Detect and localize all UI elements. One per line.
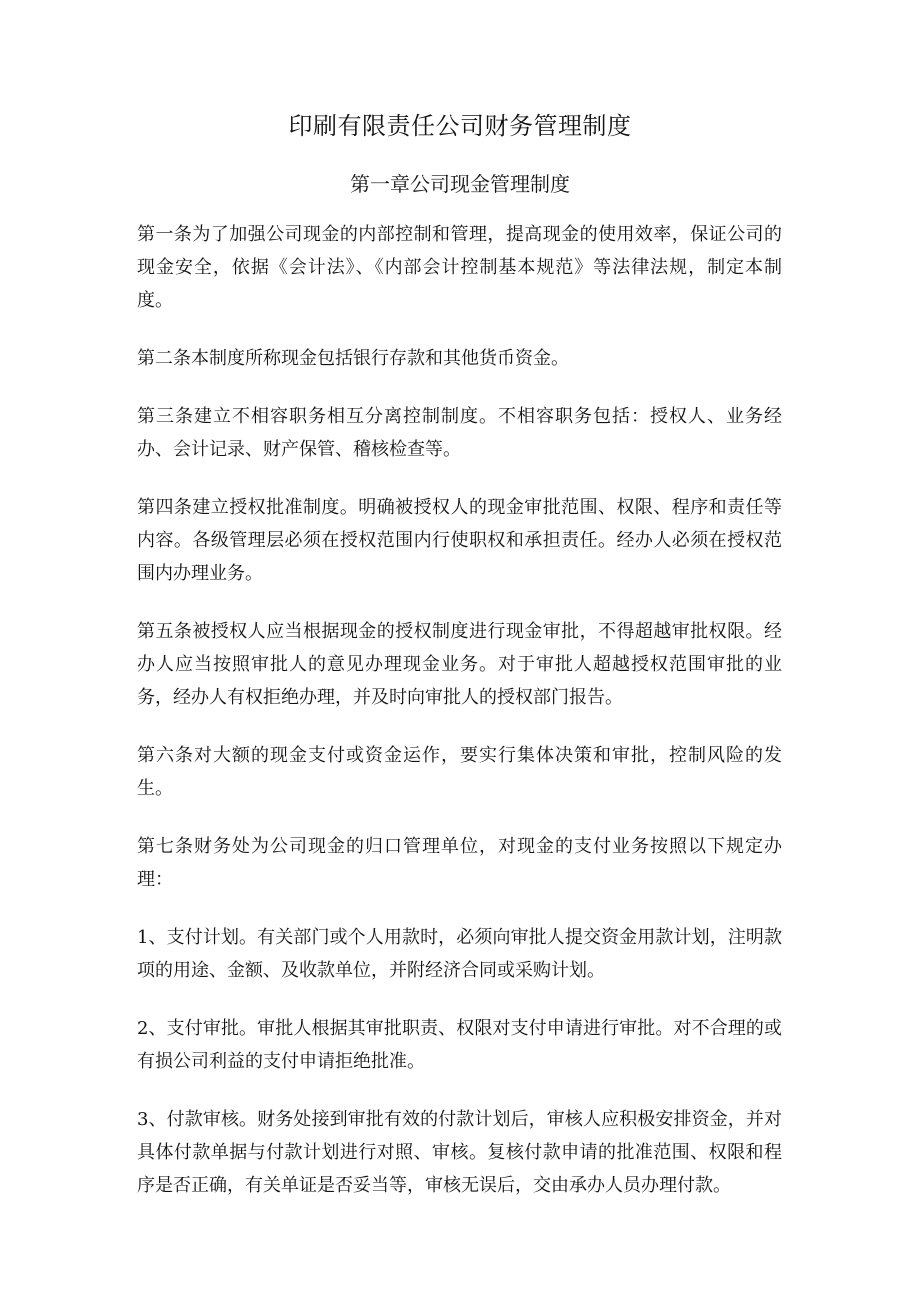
paragraph-article-3: 第三条建立不相容职务相互分离控制制度。不相容职务包括：授权人、业务经办、会计记录、财产保管、稽核检查等。 bbox=[137, 406, 782, 460]
paragraph-article-1: 第一条为了加强公司现金的内部控制和管理，提高现金的使用效率，保证公司的现金安全，依据《会计法》、《内部会计控制基本规范》等法律法规，制定本制度。 bbox=[137, 224, 782, 311]
document-body bbox=[137, 218, 782, 1227]
chapter-title: 第一章公司现金管理制度 bbox=[350, 172, 570, 196]
list-item-payment-plan: 1、支付计划。有关部门或个人用款时，必须向审批人提交资金用款计划，注明款项的用途、金额、及收款单位，并附经济合同或采购计划。 bbox=[137, 927, 782, 981]
paragraph-article-4: 第四条建立授权批准制度。明确被授权人的现金审批范围、权限、程序和责任等内容。各级管理层必须在授权范围内行使职权和承担责任。经办人必须在授权范围内办理业务。 bbox=[137, 497, 782, 584]
document-title: 印刷有限责任公司财务管理制度 bbox=[288, 112, 632, 140]
paragraph-article-5: 第五条被授权人应当根据现金的授权制度进行现金审批，不得超越审批权限。经办人应当按照审批人的意见办理现金业务。对于审批人超越授权范围审批的业务，经办人有权拒绝办理，并及时向审批人的授权部门报告。 bbox=[137, 621, 782, 708]
paragraph-article-7: 第七条财务处为公司现金的归口管理单位，对现金的支付业务按照以下规定办理： bbox=[137, 836, 782, 890]
paragraph-article-6: 第六条对大额的现金支付或资金运作，要实行集体决策和审批，控制风险的发生。 bbox=[137, 745, 782, 799]
list-item-payment-review: 3、付款审核。财务处接到审批有效的付款计划后，审核人应积极安排资金，并对具体付款单据与付款计划进行对照、审核。复核付款申请的批准范围、权限和程序是否正确，有关单证是否妥当等，审核无误后，交由承办人员办理付款。 bbox=[137, 1109, 782, 1196]
paragraph-article-2: 第二条本制度所称现金包括银行存款和其他货币资金。 bbox=[137, 348, 569, 369]
list-item-payment-approval: 2、支付审批。审批人根据其审批职责、权限对支付申请进行审批。对不合理的或有损公司利益的支付申请拒绝批准。 bbox=[137, 1018, 782, 1072]
